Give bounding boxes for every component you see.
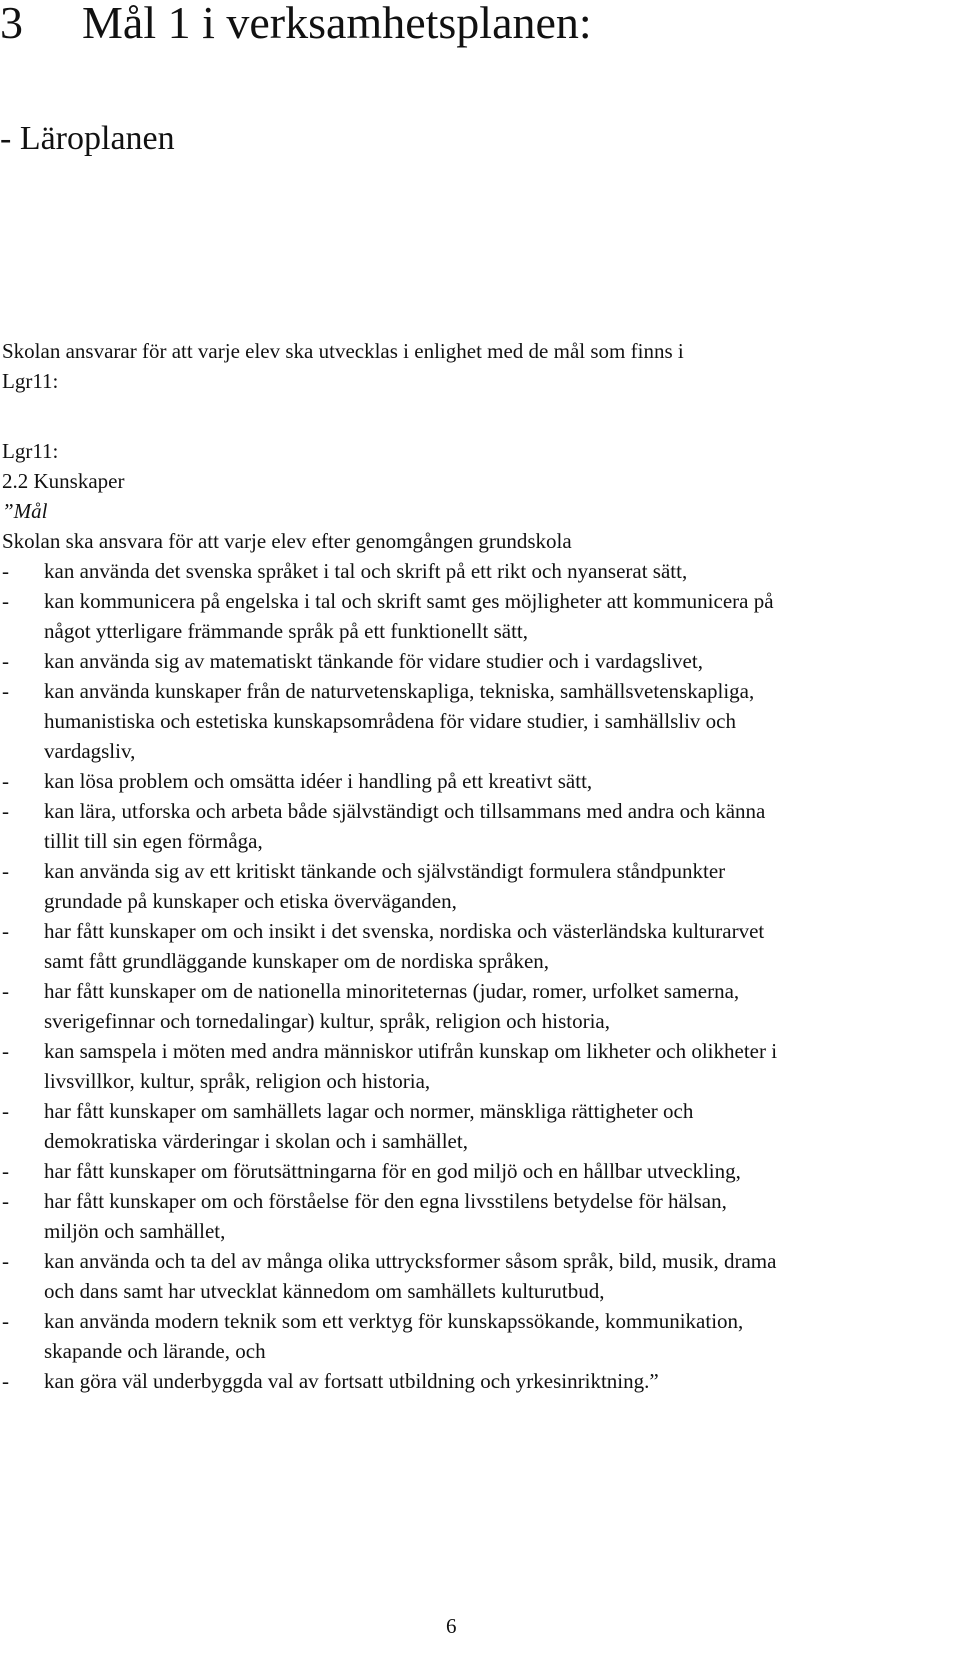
list-item (0, 856, 777, 916)
bullet-dash: - (2, 1249, 9, 1273)
list-item-line: livsvillkor, kultur, språk, religion och historia, (44, 1069, 431, 1093)
list-item-line: kan använda modern teknik som ett verktyg för kunskapssökande, kommunikation, (44, 1309, 744, 1333)
list-item-line: har fått kunskaper om och förståelse för den egna livsstilens betydelse för hälsan, (44, 1189, 727, 1213)
subheading: - Läroplanen (0, 120, 175, 157)
list-item (0, 1156, 777, 1186)
bullet-dash: - (2, 1189, 9, 1213)
intro-line: Skolan ansvarar för att varje elev ska utvecklas i enlighet med de mål som finns i (2, 339, 684, 363)
list-item (0, 676, 777, 766)
list-item-line: kan använda det svenska språket i tal och skrift på ett rikt och nyanserat sätt, (44, 559, 688, 583)
list-item (0, 796, 777, 856)
list-item-line: kan lära, utforska och arbeta både självständigt och tillsammans med andra och känna (44, 799, 766, 823)
list-item-line: skapande och lärande, och (44, 1339, 266, 1363)
list-item-line: kan använda kunskaper från de naturvetenskapliga, tekniska, samhällsvetenskapliga, (44, 679, 755, 703)
bullet-dash: - (2, 1099, 9, 1123)
list-item (0, 556, 777, 586)
page-number: 6 (446, 1614, 457, 1638)
chapter-number: 3 (0, 0, 23, 48)
list-item-line: tillit till sin egen förmåga, (44, 829, 263, 853)
quote-source: Lgr11: (2, 439, 59, 463)
bullet-dash: - (2, 799, 9, 823)
list-item-line: sverigefinnar och tornedalingar) kultur, språk, religion och historia, (44, 1009, 610, 1033)
list-item-line: har fått kunskaper om och insikt i det svenska, nordiska och västerländska kulturarvet (44, 919, 765, 943)
list-item-line: kan lösa problem och omsätta idéer i handling på ett kreativt sätt, (44, 769, 593, 793)
bullet-dash: - (2, 1039, 9, 1063)
list-item-line: demokratiska värderingar i skolan och i samhället, (44, 1129, 468, 1153)
list-item-line: kan använda sig av ett kritiskt tänkande och självständigt formulera ståndpunkter (44, 859, 726, 883)
list-item-line: kan göra väl underbyggda val av fortsatt utbildning och yrkesinriktning.” (44, 1369, 659, 1393)
bullet-dash: - (2, 1369, 9, 1393)
bullet-dash: - (2, 559, 9, 583)
list-item-line: kan kommunicera på engelska i tal och skrift samt ges möjligheter att kommunicera på (44, 589, 774, 613)
bullet-dash: - (2, 679, 9, 703)
list-item-line: miljön och samhället, (44, 1219, 226, 1243)
list-item-line: och dans samt har utvecklat kännedom om samhällets kulturutbud, (44, 1279, 605, 1303)
list-item-line: har fått kunskaper om de nationella minoriteternas (judar, romer, urfolket samerna, (44, 979, 740, 1003)
goal-list (0, 556, 777, 1396)
bullet-dash: - (2, 649, 9, 673)
list-item (0, 586, 777, 646)
list-item-line: kan använda sig av matematiskt tänkande för vidare studier och i vardagslivet, (44, 649, 703, 673)
quote-title: ”Mål (2, 499, 48, 523)
list-item (0, 1096, 777, 1156)
bullet-dash: - (2, 1309, 9, 1333)
list-item-line: grundade på kunskaper och etiska överväganden, (44, 889, 457, 913)
quote-section: 2.2 Kunskaper (2, 469, 125, 493)
list-item (0, 1036, 777, 1096)
list-item (0, 646, 777, 676)
list-item (0, 1186, 777, 1246)
bullet-dash: - (2, 859, 9, 883)
list-item-line: kan använda och ta del av många olika uttrycksformer såsom språk, bild, musik, drama (44, 1249, 777, 1273)
list-item (0, 766, 777, 796)
list-item-line: har fått kunskaper om förutsättningarna för en god miljö och en hållbar utveckling, (44, 1159, 741, 1183)
quote-lead: Skolan ska ansvara för att varje elev efter genomgången grundskola (2, 529, 572, 553)
list-item-line: har fått kunskaper om samhällets lagar och normer, mänskliga rättigheter och (44, 1099, 694, 1123)
bullet-dash: - (2, 1159, 9, 1183)
list-item-line: kan samspela i möten med andra människor utifrån kunskap om likheter och olikheter i (44, 1039, 778, 1063)
intro-line: Lgr11: (2, 369, 59, 393)
list-item (0, 916, 777, 976)
chapter-heading (0, 0, 592, 46)
chapter-title: Mål 1 i verksamhetsplanen: (82, 0, 592, 48)
list-item (0, 1366, 777, 1396)
list-item (0, 1306, 777, 1366)
list-item-line: humanistiska och estetiska kunskapsområdena för vidare studier, i samhällsliv och (44, 709, 736, 733)
intro-paragraph (2, 336, 684, 396)
bullet-dash: - (2, 919, 9, 943)
list-item (0, 1246, 777, 1306)
list-item-line: samt fått grundläggande kunskaper om de nordiska språken, (44, 949, 550, 973)
bullet-dash: - (2, 589, 9, 613)
list-item (0, 976, 777, 1036)
list-item-line: något ytterligare främmande språk på ett funktionellt sätt, (44, 619, 529, 643)
bullet-dash: - (2, 769, 9, 793)
bullet-dash: - (2, 979, 9, 1003)
list-item-line: vardagsliv, (44, 739, 136, 763)
